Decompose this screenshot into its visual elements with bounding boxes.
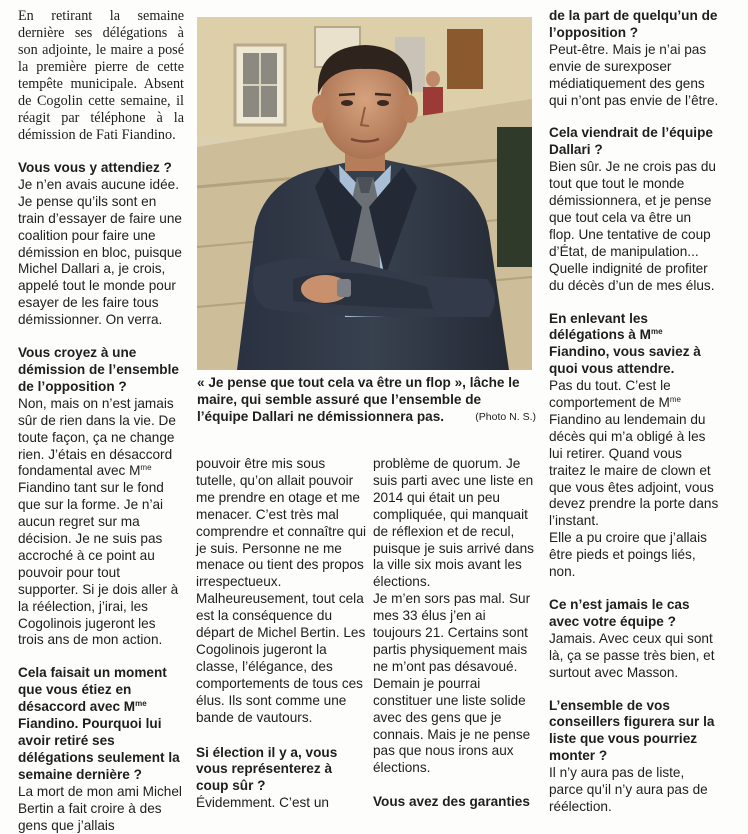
- question-3: Cela faisait un moment que vous étiez en désaccord avec $M^{me}$ Fiandino. Pourquoi lui avoir retiré ses délégations seulement la semaine dernière ?: [18, 665, 180, 782]
- question-2: Vous croyez à une démission de l’ensemble de l’opposition ?: [18, 345, 179, 394]
- question-9: L’ensemble de vos conseillers figurera sur la liste que vous pourriez monter ?: [549, 697, 715, 764]
- question-8: Ce n’est jamais le cas avec votre équipe ?: [549, 597, 690, 629]
- caption-text: « Je pense que tout cela va être un flop », lâche le maire, qui semble assuré que l’ensemble de l’équipe Dallari ne démissionnera pas.: [197, 375, 520, 424]
- article-column-1: [18, 8, 184, 834]
- photo-caption: [197, 375, 536, 425]
- answer-2: Non, mais on n’est jamais sûr de rien dans la vie. De toute façon, ça ne change rien. J’étais en désaccord fondamental avec $M^{me}$ Fiandino tant sur le fond que sur la forme. Je n’ai aucun regret sur ma décision. Je ne suis pas accroché à ce point au pouvoir pour tout supporter. Si je dois aller à la réélection, j’irai, les Cogolinois jugeront les trois ans de mon action.: [18, 395, 179, 648]
- article-intro: En retirant la semaine dernière ses délégations à son adjointe, le maire a posé la première pierre de cette tempête municipale. Absent de Cogolin cette semaine, il réagit par téléphone à la démission de Fati Fiandino.: [18, 8, 184, 143]
- answer-9: Il n’y aura pas de liste, parce qu’il n’y aura pas de réélection.: [549, 765, 708, 814]
- answer-4: Évidemment. C’est un: [196, 795, 329, 811]
- answer-5: Peut-être. Mais je n’ai pas envie de surexposer médiatiquement des gens qui n’ont pas envie de l’être.: [549, 41, 719, 108]
- answer-7-part-2: Elle a pu croire que j’allais être pieds et poings liés, non.: [549, 530, 707, 580]
- answer-3-continued: pouvoir être mis sous tutelle, qu’on allait pouvoir me prendre en otage et me menacer. C’est très mal comprendre et connaître qui je suis. Personne ne me menace ou tient des propos irrespectueux. Malheureusement, tout cela est la conséquence du départ de Michel Bertin. Les Cogolinois jugeront la classe, l’élégance, des comportements de tous ces élus. Ils sont comme une bande de vautours.: [196, 456, 367, 725]
- answer-8: Jamais. Avec ceux qui sont là, ça se passe très bien, et surtout avec Masson.: [549, 630, 715, 680]
- answer-4-continued-1: problème de quorum. Je suis parti avec une liste en 2014 qui était un peu compliquée, qui manquait de réflexion et de recul, puisque je suis arrivé dans la ville six mois avant les élections.: [373, 456, 534, 590]
- question-5: Vous avez des garanties: [373, 794, 530, 810]
- answer-7: Pas du tout. C’est le comportement de $M^{me}$ Fiandino au lendemain du décès qui m’a obligé à les lui retirer. Quand vous traitez le maire de clown et que vous êtes adjoint, vous devez prendre la porte dans l’instant.: [549, 378, 719, 529]
- article-column-2: [196, 456, 368, 812]
- answer-6: Bien sûr. Je ne crois pas du tout que tout le monde démissionnera, et je pense que tout cela va être un flop. Une tentative de coup d’État, de manipulation... Quelle indignité de profiter du décès d’un de mes élus.: [549, 159, 716, 293]
- question-7: En enlevant les délégations à $M^{me}$ Fiandino, vous saviez à quoi vous attendre.: [549, 310, 701, 377]
- answer-1: Je n’en avais aucune idée. Je pense qu’ils sont en train d’essayer de faire une coalition pour faire une démission en bloc, puisque Michel Dallari a, je crois, appelé tout le monde pour esayer de les faire tous démissionner. On verra.: [18, 176, 182, 328]
- answer-3: La mort de mon ami Michel Bertin a fait croire à des gens que j’allais: [18, 783, 182, 833]
- mayor-portrait-illustration: [197, 17, 532, 370]
- article-column-4: [549, 8, 719, 816]
- question-1: Vous vous y attendiez ?: [18, 160, 172, 175]
- article-column-3: [373, 456, 535, 811]
- answer-4-continued-2: Je m’en sors pas mal. Sur mes 33 élus j’en ai toujours 21. Certains sont partis physiquement mais ne m’ont pas désavoué.: [373, 591, 531, 674]
- answer-4-continued-3: Demain je pourrai constituer une liste solide avec des gens que je connais. Mais je ne pense pas que nous irons aux élections.: [373, 675, 531, 776]
- question-4: Si élection il y a, vous vous représenterez à coup sûr ?: [196, 744, 338, 794]
- question-6: Cela viendrait de l’équipe Dallari ?: [549, 125, 713, 158]
- question-5-continued: de la part de quelqu’un de l’opposition ?: [549, 8, 718, 40]
- photo-credit: (Photo N. S.): [475, 410, 536, 423]
- mayor-photo: [197, 17, 532, 370]
